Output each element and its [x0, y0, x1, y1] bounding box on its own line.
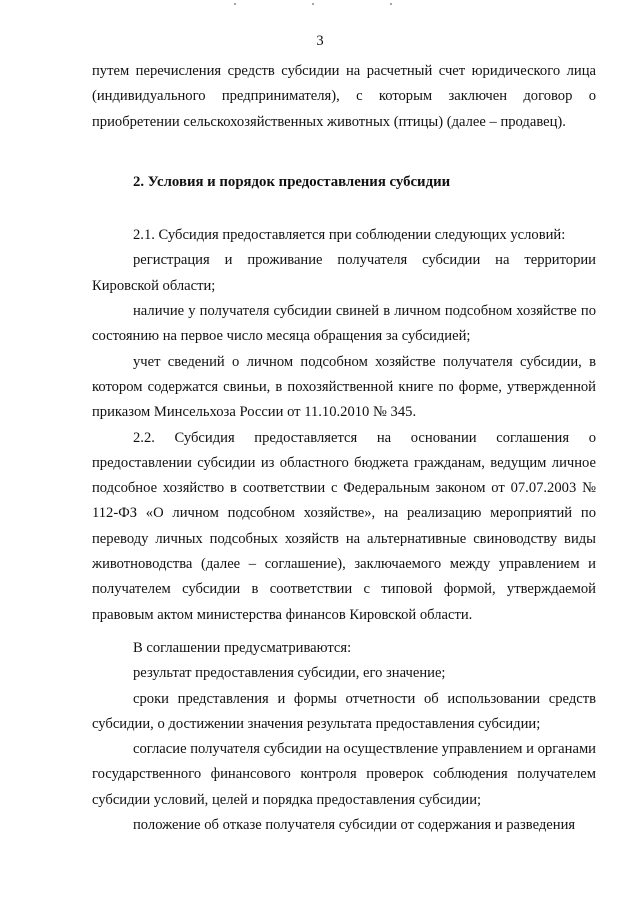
- agreement-intro: В соглашении предусматриваются:: [133, 639, 352, 656]
- scan-speck: [312, 3, 314, 5]
- condition-registration: регистрация и проживание получателя субсидии на территории Кировской области;: [92, 252, 596, 294]
- document-body: [92, 59, 596, 838]
- scan-speck: [234, 3, 236, 5]
- paragraph-2-2: 2.2. Субсидия предоставляется на основании соглашения о предоставлении субсидии из областного бюджета гражданам, ведущим личное подсобное хозяйство в соответствии с Федеральным законом от 07.07.2003 № 112-ФЗ «О личном подсобном хозяйстве», на реализацию мероприятий по переводу личных подсобных хозяйств на альтернативные свиноводству виды животноводства (далее – соглашение), заключаемого между управлением и получателем субсидии в соответствии с типовой формой, утверждаемой правовым актом министерства финансов Кировской области.: [92, 429, 596, 623]
- agreement-item-consent: согласие получателя субсидии на осуществление управлением и органами государственного финансового контроля проверок соблюдения получателем субсидии условий, целей и порядка предоставления субсидии;: [92, 741, 596, 808]
- paragraph-2-1: 2.1. Субсидия предоставляется при соблюдении следующих условий:: [133, 227, 566, 244]
- paragraph-seller-definition: путем перечисления средств субсидии на расчетный счет юридического лица (индивидуального предпринимателя), с которым заключен договор о приобретении сельскохозяйственных животных (птицы) (далее – продавец).: [92, 63, 596, 130]
- condition-record: учет сведений о личном подсобном хозяйстве получателя субсидии, в котором содержатся свиньи, в похозяйственной книге по форме, утвержденной приказом Минсельхоза России от 11.10.2010 № 345.: [92, 353, 596, 421]
- page-number: 3: [316, 33, 324, 49]
- condition-pigs: наличие у получателя субсидии свиней в личном подсобном хозяйстве по состоянию на первое число месяца обращения за субсидией;: [92, 303, 596, 345]
- section-heading: 2. Условия и порядок предоставления субсидии: [133, 173, 451, 190]
- scan-speck: [390, 3, 392, 5]
- agreement-item-result: результат предоставления субсидии, его значение;: [133, 665, 446, 682]
- agreement-item-reporting: сроки представления и формы отчетности об использовании средств субсидии, о достижении значения результата предоставления субсидии;: [92, 690, 596, 732]
- agreement-item-refusal: положение об отказе получателя субсидии от содержания и разведения: [133, 817, 576, 834]
